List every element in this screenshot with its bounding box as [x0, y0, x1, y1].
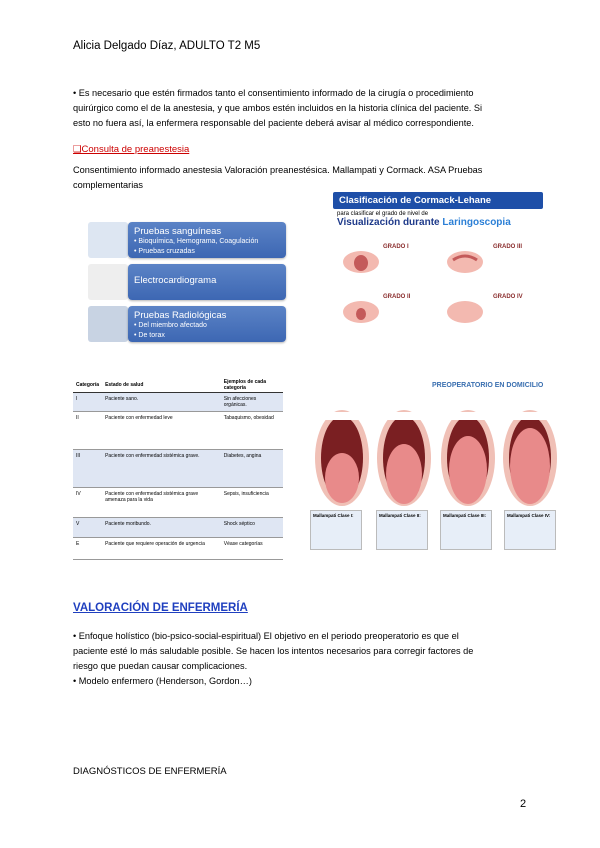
larynx-icon — [341, 298, 381, 326]
asa-cell: Sin afecciones orgánicas. — [221, 393, 283, 412]
asa-row — [73, 488, 283, 518]
cormack-title: Clasificación de Cormack-Lehane — [333, 192, 543, 209]
intro-line: esto no fuera así, la enfermera responsable del paciente deberá avisar al médico correspondiente. — [73, 118, 474, 128]
asa-row — [73, 412, 283, 450]
consulta-line: complementarias — [73, 180, 143, 190]
section-title: VALORACIÓN DE ENFERMERÍA — [73, 602, 248, 614]
asa-row — [73, 518, 283, 538]
asa-row — [73, 450, 283, 488]
asa-cell: V — [73, 518, 102, 538]
asa-header: Estado de salud — [102, 378, 221, 393]
asa-row — [73, 538, 283, 560]
asa-cell: Paciente con enfermedad leve — [102, 412, 221, 450]
grado-ii-panel — [339, 290, 437, 334]
consulta-link-text[interactable]: ❑Consulta de preanestesia — [73, 144, 190, 155]
blood-test-image — [88, 222, 128, 258]
asa-cell: IV — [73, 488, 102, 518]
enfermeria-line: • Enfoque holístico (bio-psico-social-espiritual) El objetivo en el periodo preoperatorio es que el — [73, 631, 459, 641]
intro-paragraph — [73, 86, 533, 131]
asa-cell: Tabaquismo, obesidad — [221, 412, 283, 450]
mallampati-class-box: Mallampati Clase IV: — [504, 510, 556, 550]
pruebas-item: • Pruebas cruzadas — [134, 248, 195, 255]
document-header: Alicia Delgado Díaz, ADULTO T2 M5 — [73, 40, 261, 52]
grado-label: GRADO IV — [493, 294, 523, 300]
mallampati-figure — [306, 378, 564, 553]
asa-cell: I — [73, 393, 102, 412]
intro-line: quirúrgico como el de la anestesia, y que ambos estén incluidos en la historia clínica del paciente. Si — [73, 103, 483, 113]
pruebas-title: Pruebas Radiológicas — [134, 310, 227, 321]
mallampati-class-box: Mallampati Clase III: — [440, 510, 492, 550]
larynx-icon — [445, 298, 485, 326]
larynx-icon — [341, 248, 381, 276]
cormack-figure — [333, 192, 543, 340]
cormack-subtitle: para clasificar el grado de nivel de — [337, 211, 429, 217]
grado-iii-panel — [443, 240, 541, 284]
enfermeria-line: riesgo que puedan causar complicaciones. — [73, 661, 248, 671]
consulta-line: Consentimiento informado anestesia Valoración preanestésica. Mallampati y Cormack. ASA Pruebas — [73, 165, 483, 175]
grado-label: GRADO I — [383, 244, 409, 250]
mouths-illustration — [306, 408, 564, 518]
intro-line: • Es necesario que estén firmados tanto el consentimiento informado de la cirugía o procedimiento — [73, 88, 474, 98]
pruebas-item: • Del miembro afectado — [134, 322, 207, 329]
asa-row — [73, 393, 283, 412]
asa-cell: Paciente con enfermedad sistémica grave. — [102, 450, 221, 488]
grado-iv-panel — [443, 290, 541, 334]
asa-cell: Véase categorías — [221, 538, 283, 560]
grado-label: GRADO III — [493, 244, 523, 250]
cormack-vis2: Laringoscopia — [442, 217, 511, 228]
diagnosticos-heading: DIAGNÓSTICOS DE ENFERMERÍA — [73, 766, 227, 777]
asa-cell: Paciente moribundo. — [102, 518, 221, 538]
pruebas-sanguineas-box — [128, 222, 286, 258]
enfermeria-line: • Modelo enfermero (Henderson, Gordon…) — [73, 676, 252, 686]
asa-cell: Paciente que requiere operación de urgencia — [102, 538, 221, 560]
asa-cell: Diabetes, angina — [221, 450, 283, 488]
asa-table-figure — [73, 378, 285, 578]
asa-cell: Shock séptico — [221, 518, 283, 538]
ecg-image — [88, 264, 128, 300]
xray-image — [88, 306, 128, 342]
asa-cell: Paciente sano. — [102, 393, 221, 412]
asa-table — [73, 378, 283, 560]
consulta-link[interactable] — [73, 139, 189, 157]
enfermeria-paragraph — [73, 629, 533, 689]
consulta-paragraph — [73, 163, 533, 193]
pruebas-title: Electrocardiograma — [134, 275, 217, 286]
grado-label: GRADO II — [383, 294, 411, 300]
cormack-vis1: Visualización durante — [337, 217, 440, 228]
pruebas-item: • Bioquímica, Hemograma, Coagulación — [134, 238, 259, 245]
mallampati-class-box: Mallampati Clase II: — [376, 510, 428, 550]
asa-cell: III — [73, 450, 102, 488]
mallampati-class-box: Mallampati Clase I: — [310, 510, 362, 550]
asa-header: Categoría — [73, 378, 102, 393]
larynx-icon — [445, 248, 485, 276]
electrocardiograma-box — [128, 264, 286, 300]
asa-cell: II — [73, 412, 102, 450]
asa-header: Ejemplos de cada categoría — [221, 378, 283, 393]
pruebas-item: • De torax — [134, 332, 165, 339]
mallampati-title: PREOPERATORIO EN DOMICILIO — [432, 382, 544, 389]
pruebas-title: Pruebas sanguíneas — [134, 226, 222, 237]
asa-cell: Paciente con enfermedad sistémica grave amenaza para la vida — [102, 488, 221, 518]
asa-cell: Sepsis, insuficiencia — [221, 488, 283, 518]
enfermeria-line: paciente esté lo más saludable posible. Se hacen los intentos necesarios para corregir factores de — [73, 646, 474, 656]
asa-cell: E — [73, 538, 102, 560]
pruebas-radiologicas-box — [128, 306, 286, 342]
grado-i-panel — [339, 240, 437, 284]
page-number: 2 — [520, 798, 527, 810]
